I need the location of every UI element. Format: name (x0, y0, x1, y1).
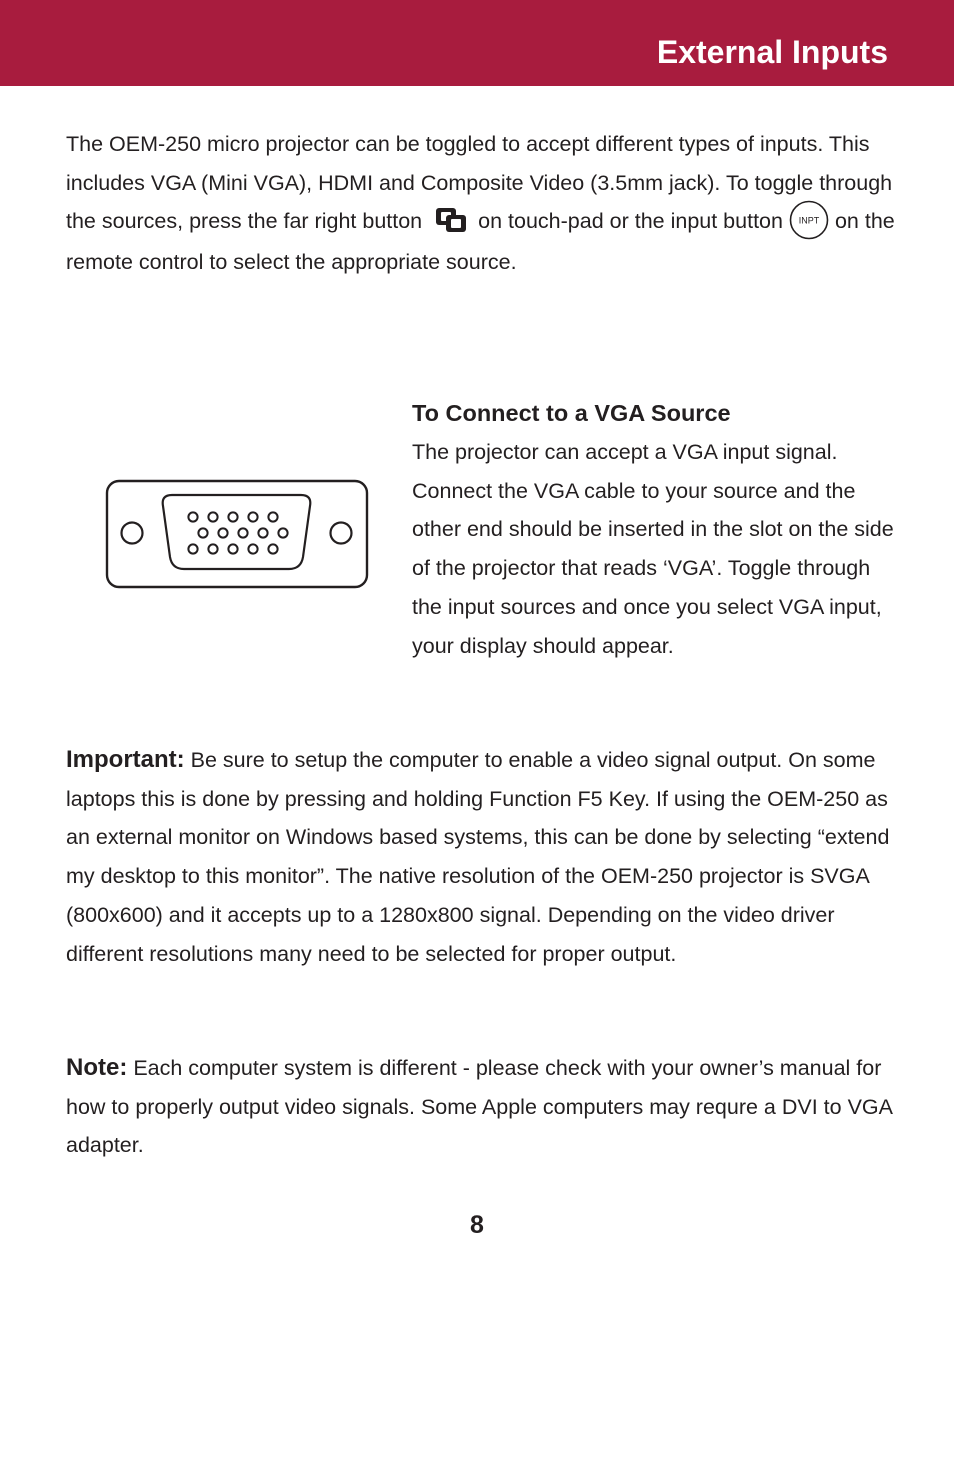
note-paragraph (66, 1049, 896, 1165)
important-label: Important: (66, 746, 185, 773)
page-number: 8 (470, 1211, 484, 1239)
important-paragraph (66, 741, 896, 973)
vga-section-heading: To Connect to a VGA Source (412, 400, 731, 426)
header-bar (0, 0, 954, 86)
intro-text-3: on the remote control to select the appropriate source. (66, 209, 895, 274)
note-label: Note: (66, 1054, 128, 1081)
intro-paragraph (66, 125, 896, 281)
intro-text-2: on touch-pad or the input button (478, 209, 783, 234)
note-text: Each computer system is different - please check with your owner’s manual for how to properly output video signals. Some Apple computers may requre a DVI to VGA adapter. (66, 1056, 892, 1158)
intro-text-1: The OEM-250 micro projector can be toggled to accept different types of inputs. This includes VGA (Mini VGA), HDMI and Composite Video (3.5mm jack). To toggle through the sources, press the far right button (66, 132, 893, 234)
source-toggle-icon (434, 206, 468, 234)
inpt-button-icon (789, 200, 829, 240)
page-title: External Inputs (656, 34, 888, 70)
vga-section-body: The projector can accept a VGA input signal. Connect the VGA cable to your source and the other end should be inserted in the slot on the side of the projector that reads ‘VGA’. Toggle through the input sources and once you select VGA input, your display should appear. (412, 440, 894, 658)
inpt-icon-label: INPT (798, 215, 820, 226)
vga-connector-icon (104, 478, 370, 590)
important-text: Be sure to setup the computer to enable a video signal output. On some laptops this is done by pressing and holding Function F5 Key. If using the OEM-250 as an external monitor on Windows based systems, this can be done by selecting “extend my desktop to this monitor”. The native resolution of the OEM-250 projector is SVGA (800x600) and it accepts up to a 1280x800 signal. Depending on the video driver different resolutions many need to be selected for proper output. (66, 748, 890, 966)
